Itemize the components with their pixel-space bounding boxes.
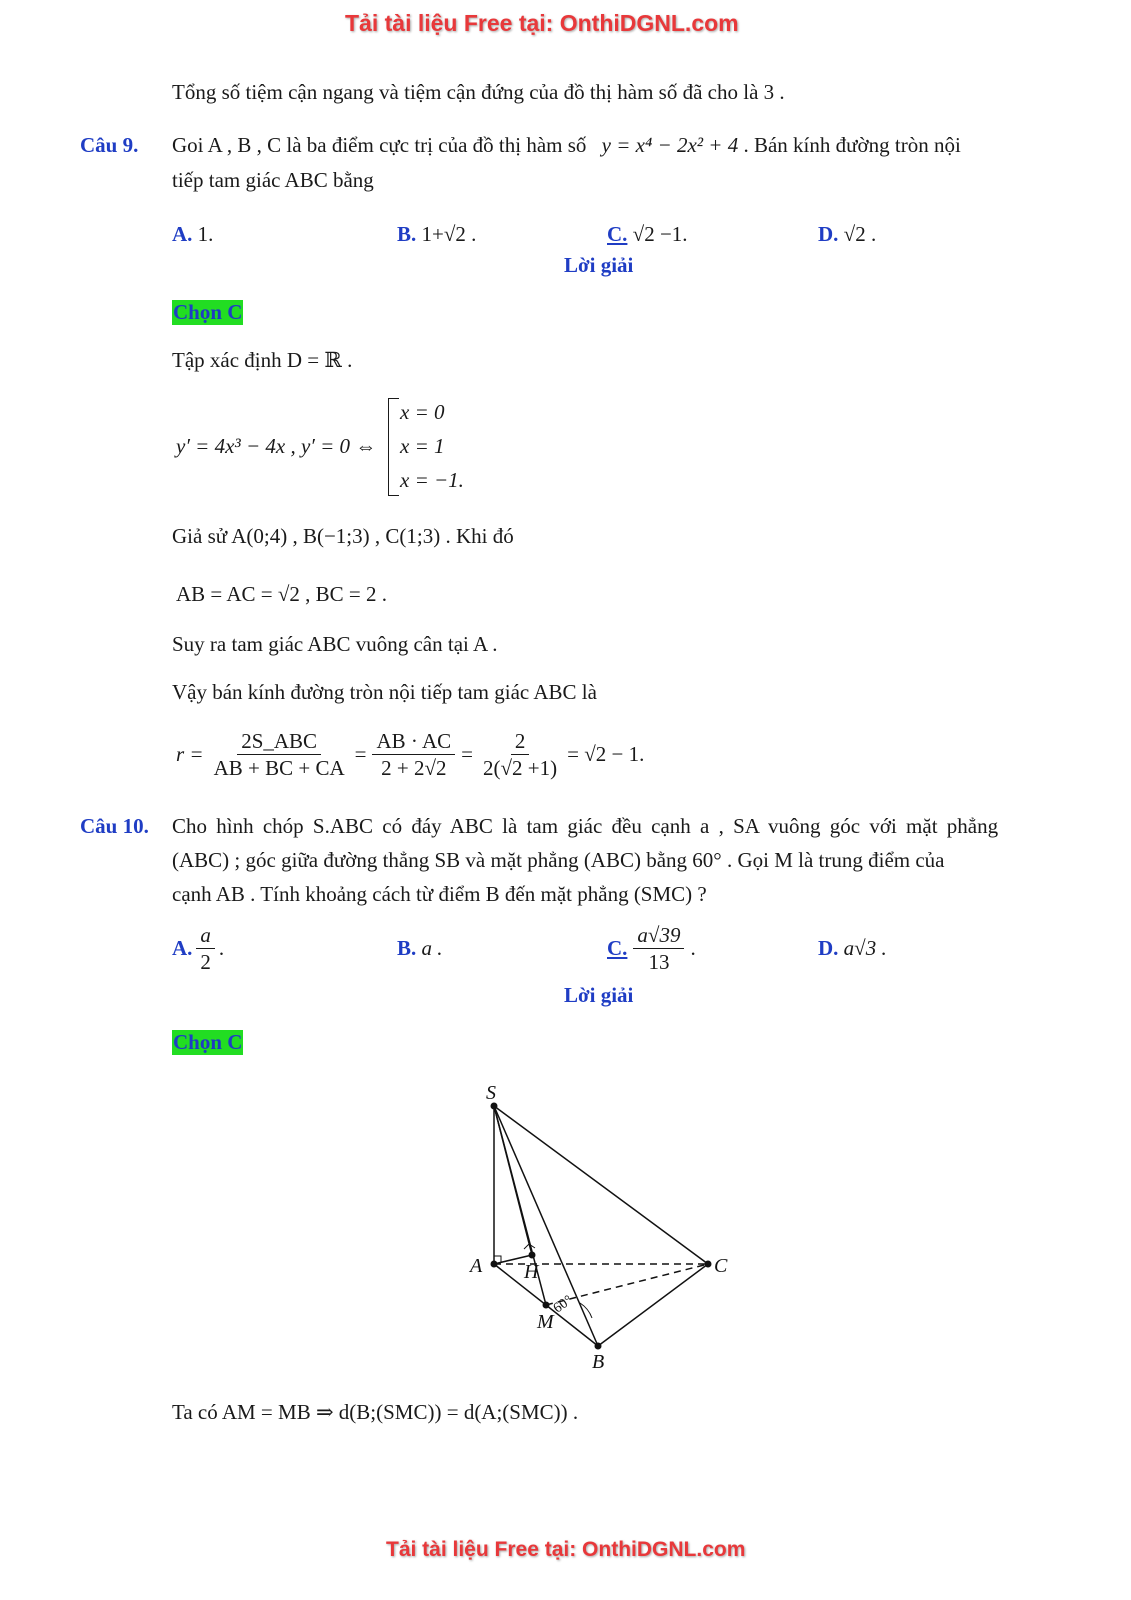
q9-derivative-text: y′ = 4x³ − 4x , y′ = 0 ⇔ xyxy=(176,434,377,458)
point-H xyxy=(529,1252,536,1259)
q10-option-d-letter: D. xyxy=(818,936,839,960)
point-M xyxy=(543,1302,550,1309)
q9-formula-frac-2-num: AB · AC xyxy=(372,728,455,755)
point-B xyxy=(595,1343,602,1350)
label-H: H xyxy=(524,1261,539,1283)
label-C: C xyxy=(714,1255,728,1277)
q9-formula-result: = √2 − 1. xyxy=(567,742,645,767)
label-B: B xyxy=(592,1351,605,1373)
q10-option-b-letter: B. xyxy=(397,936,417,960)
page-footer: Tải tài liệu Free tại: OnthiDGNL.com xyxy=(386,1538,746,1561)
q9-option-b-letter: B. xyxy=(397,222,417,246)
q9-formula-frac-3-num: 2 xyxy=(511,728,530,755)
q9-option-c-value: √2 −1. xyxy=(632,222,688,246)
point-C xyxy=(705,1261,712,1268)
q10-option-c-den: 13 xyxy=(648,950,670,975)
q9-option-a-letter: A. xyxy=(172,222,193,246)
q9-option-d-letter: D. xyxy=(818,222,839,246)
label-M: M xyxy=(537,1311,554,1333)
q9-text-b: . Bán kính đường tròn nội xyxy=(743,133,961,157)
q10-solution-title: Lời giải xyxy=(564,983,634,1007)
q9-text-line2: tiếp tam giác ABC bằng xyxy=(172,168,374,192)
q9-root-2-text: x = 1 xyxy=(400,434,445,458)
q9-formula-eq-1: = xyxy=(354,742,367,767)
q10-option-c-num: a√39 xyxy=(633,922,684,949)
q10-option-a-letter: A. xyxy=(172,936,193,961)
edge-SB xyxy=(494,1106,598,1346)
label-angle-60: 60° xyxy=(550,1292,576,1317)
q9-root-1-text: x = 0 xyxy=(400,400,445,424)
q9-text-a: Goi A , B , C là ba điểm cực trị của đồ thị hàm số xyxy=(172,133,587,157)
q9-formula-frac-2-den: 2 + 2√2 xyxy=(381,756,447,781)
edge-SC xyxy=(494,1106,708,1264)
q9-option-b-value: 1+√2 . xyxy=(421,222,477,246)
q9-formula-frac-3-den: 2(√2 +1) xyxy=(483,756,558,781)
q10-choice: Chọn C xyxy=(173,1030,243,1054)
q9-label: Câu 9. xyxy=(80,133,139,157)
q9-choice: Chọn C xyxy=(173,300,243,324)
q10-line-2: (ABC) ; góc giữa đường thẳng SB và mặt phẳng (ABC) bằng 60° . Gọi M là trung điểm của xyxy=(172,848,945,872)
page-header: Tải tài liệu Free tại: OnthiDGNL.com xyxy=(345,10,739,36)
intro-line: Tổng số tiệm cận ngang và tiệm cận đứng của đồ thị hàm số đã cho là 3 . xyxy=(172,80,785,104)
q9-isosceles-line: Suy ra tam giác ABC vuông cân tại A . xyxy=(172,632,498,656)
q9-solution-title: Lời giải xyxy=(564,253,634,277)
q10-label: Câu 10. xyxy=(80,814,149,838)
q10-option-a-dot: . xyxy=(218,936,225,961)
q9-root-3-text: x = −1. xyxy=(400,468,464,492)
q9-formula-frac-1-num: 2S_ABC xyxy=(237,728,321,755)
q9-domain-line: Tập xác định D = ℝ . xyxy=(172,348,353,372)
q10-option-d-value: a√3 . xyxy=(843,936,887,960)
q9-radius-line: Vậy bán kính đường tròn nội tiếp tam giác ABC là xyxy=(172,680,597,704)
q10-final-line: Ta có AM = MB ⇒ d(B;(SMC)) = d(A;(SMC)) . xyxy=(172,1400,579,1424)
label-S: S xyxy=(486,1082,496,1104)
q10-option-a-den: 2 xyxy=(200,950,211,975)
q9-points-line: Giả sử A(0;4) , B(−1;3) , C(1;3) . Khi đó xyxy=(172,524,514,548)
point-A xyxy=(491,1261,498,1268)
q9-formula-r: r = xyxy=(176,742,204,767)
q10-option-c-letter: C. xyxy=(607,936,628,961)
q10-option-b-value: a . xyxy=(421,936,443,960)
edge-BC xyxy=(598,1264,708,1346)
label-A: A xyxy=(470,1255,483,1277)
q9-formula-eq-2: = xyxy=(461,742,474,767)
q9-lengths-line: AB = AC = √2 , BC = 2 . xyxy=(176,582,388,606)
q10-option-a-num: a xyxy=(196,922,215,949)
q10-line-1: Cho hình chóp S.ABC có đáy ABC là tam giác đều cạnh a , SA vuông góc với mặt phẳng xyxy=(172,814,999,838)
q10-line-3: cạnh AB . Tính khoảng cách từ điểm B đến mặt phẳng (SMC) ? xyxy=(172,882,707,906)
q9-option-d-value: √2 . xyxy=(843,222,877,246)
q9-option-a-value: 1. xyxy=(197,222,214,246)
q10-option-c-dot: . xyxy=(690,936,696,961)
q9-option-c-letter: C. xyxy=(607,222,628,246)
q9-function: y = x⁴ − 2x² + 4 xyxy=(601,133,739,157)
q9-formula-frac-1-den: AB + BC + CA xyxy=(213,756,345,781)
